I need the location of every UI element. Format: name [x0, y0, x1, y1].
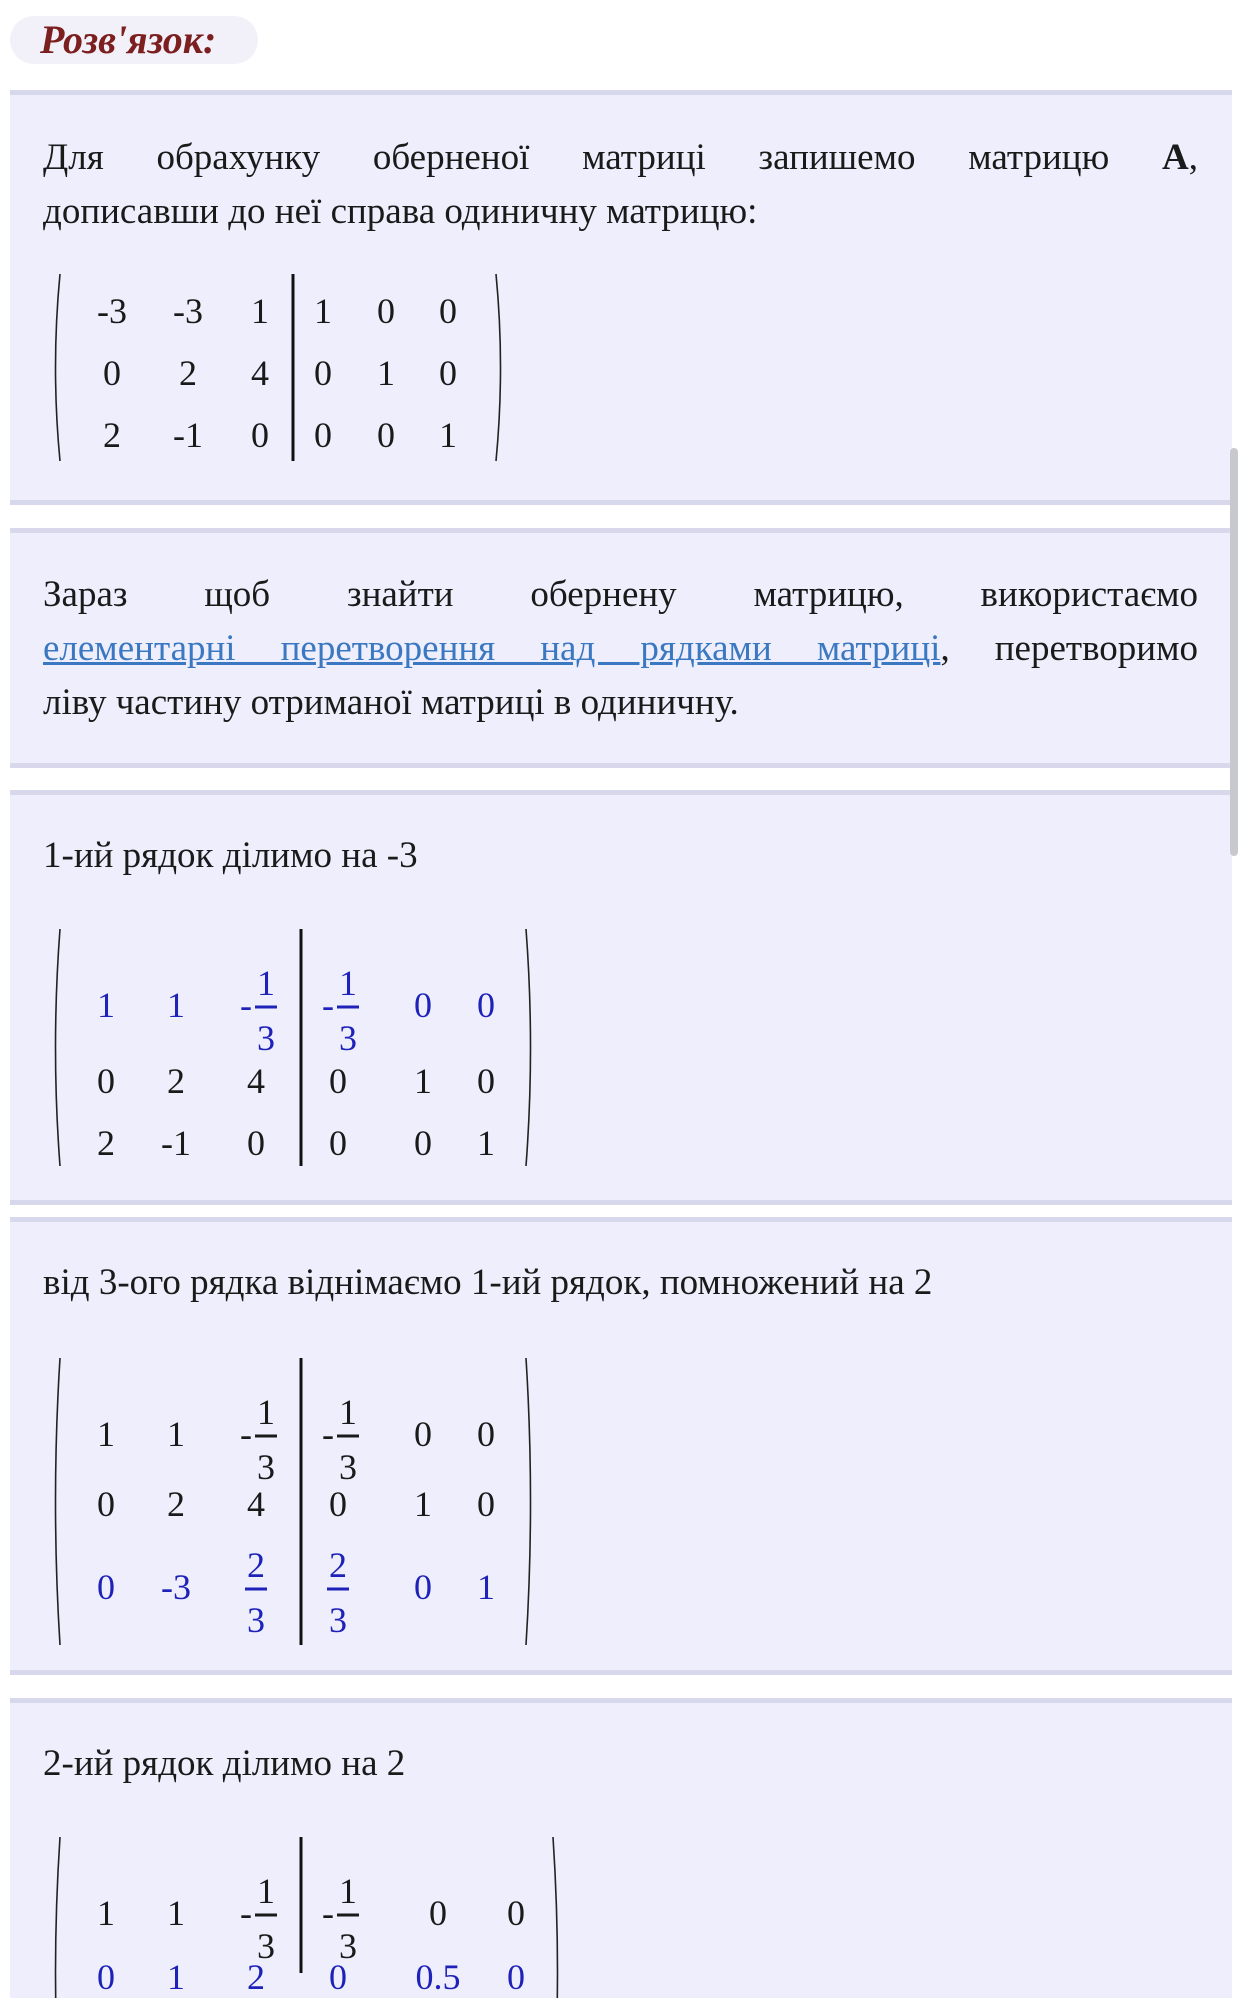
cell-text: 2 — [103, 415, 121, 455]
matrix-cell-r1-c6 — [507, 1893, 525, 1933]
cell-text: 0 — [414, 1123, 432, 1163]
step-panel-subtract-row3 — [10, 1217, 1232, 1675]
numerator: 1 — [257, 963, 275, 1003]
step-divide-row1-text: 1-ий рядок ділимо на -3 — [43, 835, 418, 876]
cell-text: 1 — [477, 1567, 495, 1607]
cell-text: 0 — [329, 1061, 347, 1101]
matrix-cell-r1-c3 — [240, 1871, 277, 1966]
cell-text: 0 — [429, 1893, 447, 1933]
matrix-cell-r3-c2 — [161, 1123, 191, 1163]
minus-sign: - — [240, 1414, 252, 1454]
denominator: 3 — [329, 1600, 347, 1640]
cell-text: 0 — [507, 1957, 525, 1997]
top-band — [0, 0, 1242, 14]
intro-comma: , — [1188, 137, 1198, 178]
cell-text: 1 — [251, 291, 269, 331]
matrix-svg-step2 — [48, 1354, 548, 1654]
cell-text: 0 — [439, 353, 457, 393]
matrix-cell-r1-c4 — [322, 1871, 359, 1966]
matrix-cell-r1-c1 — [97, 1893, 115, 1933]
cell-text: 1 — [97, 985, 115, 1025]
matrix-cell-r2-c4 — [329, 1484, 347, 1524]
minus-sign: - — [322, 1893, 334, 1933]
matrix-cell-r1-c1 — [97, 291, 127, 331]
cell-text: 1 — [167, 1957, 185, 1997]
cell-text: 0 — [477, 1414, 495, 1454]
cell-text: 4 — [251, 353, 269, 393]
cell-text: 2 — [247, 1957, 265, 1997]
cell-text: 0 — [439, 291, 457, 331]
cell-text: 2 — [97, 1123, 115, 1163]
matrix-a-name: A — [1162, 137, 1189, 178]
cell-text: 2 — [179, 353, 197, 393]
step-panel-divide-row2 — [10, 1698, 1232, 1998]
matrix-cell-r3-c5 — [377, 415, 395, 455]
augmented-matrix-step2 — [48, 1354, 548, 1654]
cell-text: 0 — [477, 985, 495, 1025]
cell-text: 0 — [329, 1957, 347, 1997]
matrix-cell-r3-c3 — [247, 1123, 265, 1163]
cell-text: -3 — [161, 1567, 191, 1607]
elementary-transformations-link[interactable]: елементарні перетворення над рядками матриці — [43, 628, 941, 669]
cell-text: 0.5 — [415, 1957, 461, 1997]
cell-text: 0 — [247, 1123, 265, 1163]
cell-text: -1 — [173, 415, 203, 455]
matrix-cell-r2-c3 — [251, 353, 269, 393]
numerator: 1 — [339, 1871, 357, 1911]
cell-text: 0 — [103, 353, 121, 393]
minus-sign: - — [322, 1414, 334, 1454]
matrix-cell-r3-c5 — [414, 1123, 432, 1163]
denominator: 3 — [339, 1926, 357, 1966]
matrix-cell-r2-c1 — [97, 1484, 115, 1524]
right-paren — [526, 929, 531, 1166]
cell-text: 1 — [477, 1123, 495, 1163]
minus-sign: - — [322, 985, 334, 1025]
cell-text: 0 — [329, 1484, 347, 1524]
left-paren — [56, 274, 61, 461]
cell-text: 1 — [414, 1061, 432, 1101]
matrix-cell-r3-c4 — [327, 1545, 349, 1640]
numerator: 2 — [329, 1545, 347, 1585]
matrix-cell-r2-c5 — [414, 1061, 432, 1101]
matrix-cell-r1-c5 — [414, 985, 432, 1025]
cell-text: 0 — [329, 1123, 347, 1163]
denominator: 3 — [257, 1018, 275, 1058]
scrollbar-thumb[interactable] — [1230, 448, 1238, 856]
matrix-cell-r2-c4 — [329, 1957, 347, 1997]
augmented-matrix-step3 — [48, 1833, 608, 1997]
matrix-cell-r1-c4 — [322, 963, 359, 1058]
matrix-cell-r3-c3 — [251, 415, 269, 455]
matrix-svg-step1 — [48, 925, 548, 1175]
left-paren — [56, 1837, 61, 1998]
numerator: 1 — [257, 1871, 275, 1911]
cell-text: 1 — [439, 415, 457, 455]
matrix-cell-r2-c5 — [377, 353, 395, 393]
step-intro-text — [43, 131, 1198, 239]
cell-text: 0 — [414, 1414, 432, 1454]
minus-sign: - — [240, 985, 252, 1025]
cell-text: 1 — [97, 1414, 115, 1454]
method-after-link: , перетворимо — [940, 628, 1199, 669]
matrix-cell-r1-c6 — [439, 291, 457, 331]
matrix-cell-r1-c5 — [377, 291, 395, 331]
matrix-cell-r3-c1 — [97, 1123, 115, 1163]
matrix-svg-initial — [48, 270, 508, 465]
matrix-cell-r1-c3 — [251, 291, 269, 331]
right-paren — [496, 274, 501, 461]
matrix-cell-r2-c1 — [97, 1061, 115, 1101]
cell-text: 0 — [377, 291, 395, 331]
denominator: 3 — [257, 1447, 275, 1487]
matrix-cell-r3-c4 — [329, 1123, 347, 1163]
matrix-cell-r2-c4 — [329, 1061, 347, 1101]
matrix-cell-r1-c4 — [314, 291, 332, 331]
cell-text: 0 — [251, 415, 269, 455]
step-panel-divide-row1 — [10, 790, 1232, 1205]
cell-text: 0 — [314, 353, 332, 393]
solution-label: Розв'язок: — [10, 16, 258, 64]
cell-text: 4 — [247, 1061, 265, 1101]
step-panel-method — [10, 528, 1232, 768]
matrix-cell-r1-c5 — [414, 1414, 432, 1454]
matrix-cell-r3-c3 — [245, 1545, 267, 1640]
matrix-cell-r2-c6 — [439, 353, 457, 393]
augmented-matrix-step1 — [48, 925, 548, 1175]
matrix-cell-r3-c1 — [103, 415, 121, 455]
cell-text: 1 — [377, 353, 395, 393]
cell-text: 2 — [167, 1061, 185, 1101]
cell-text: 0 — [97, 1484, 115, 1524]
matrix-cell-r3-c2 — [161, 1567, 191, 1607]
matrix-cell-r2-c6 — [477, 1061, 495, 1101]
cell-text: 2 — [167, 1484, 185, 1524]
method-line1: Зараз щоб знайти обернену матрицю, використаємо — [43, 574, 1198, 615]
matrix-cell-r1-c5 — [429, 1893, 447, 1933]
matrix-cell-r2-c5 — [414, 1484, 432, 1524]
step-divide-row2-text: 2-ий рядок ділимо на 2 — [43, 1743, 406, 1784]
matrix-cell-r3-c1 — [97, 1567, 115, 1607]
matrix-cell-r3-c2 — [173, 415, 203, 455]
matrix-cell-r1-c2 — [167, 1414, 185, 1454]
matrix-cell-r1-c3 — [240, 1392, 277, 1487]
matrix-cell-r1-c2 — [173, 291, 203, 331]
cell-text: 0 — [377, 415, 395, 455]
denominator: 3 — [339, 1447, 357, 1487]
matrix-cell-r1-c4 — [322, 1392, 359, 1487]
augmented-matrix-initial — [48, 270, 508, 465]
matrix-cell-r1-c2 — [167, 985, 185, 1025]
cell-text: -1 — [161, 1123, 191, 1163]
matrix-cell-r3-c6 — [477, 1123, 495, 1163]
step-method-text — [43, 568, 1198, 730]
method-line3: ліву частину отриманої матриці в одиничну. — [43, 682, 739, 723]
matrix-cell-r2-c3 — [247, 1061, 265, 1101]
right-paren — [526, 1358, 531, 1645]
numerator: 1 — [257, 1392, 275, 1432]
cell-text: -3 — [97, 291, 127, 331]
matrix-cell-r1-c3 — [240, 963, 277, 1058]
intro-line1: Для обрахунку оберненої матриці запишемо матрицю — [43, 137, 1163, 178]
step-panel-intro — [10, 90, 1232, 505]
minus-sign: - — [240, 1893, 252, 1933]
matrix-cell-r3-c5 — [414, 1567, 432, 1607]
cell-text: 0 — [97, 1567, 115, 1607]
matrix-cell-r1-c1 — [97, 985, 115, 1025]
cell-text: 1 — [167, 1893, 185, 1933]
matrix-cell-r2-c2 — [167, 1484, 185, 1524]
cell-text: -3 — [173, 291, 203, 331]
denominator: 3 — [247, 1600, 265, 1640]
cell-text: 0 — [97, 1061, 115, 1101]
numerator: 1 — [339, 963, 357, 1003]
cell-text: 0 — [507, 1893, 525, 1933]
cell-text: 1 — [97, 1893, 115, 1933]
cell-text: 4 — [247, 1484, 265, 1524]
left-paren — [56, 929, 61, 1166]
matrix-cell-r1-c2 — [167, 1893, 185, 1933]
matrix-cell-r2-c6 — [507, 1957, 525, 1997]
matrix-cell-r2-c3 — [247, 1957, 265, 1997]
matrix-cell-r2-c1 — [103, 353, 121, 393]
cell-text: 1 — [167, 1414, 185, 1454]
cell-text: 0 — [314, 415, 332, 455]
matrix-cell-r1-c1 — [97, 1414, 115, 1454]
denominator: 3 — [257, 1926, 275, 1966]
cell-text: 1 — [167, 985, 185, 1025]
matrix-cell-r2-c2 — [167, 1957, 185, 1997]
cell-text: 1 — [414, 1484, 432, 1524]
cell-text: 0 — [97, 1957, 115, 1997]
matrix-cell-r2-c6 — [477, 1484, 495, 1524]
matrix-cell-r2-c1 — [97, 1957, 115, 1997]
numerator: 2 — [247, 1545, 265, 1585]
denominator: 3 — [339, 1018, 357, 1058]
matrix-cell-r2-c2 — [167, 1061, 185, 1101]
matrix-cell-r1-c6 — [477, 985, 495, 1025]
numerator: 1 — [339, 1392, 357, 1432]
matrix-cell-r3-c6 — [439, 415, 457, 455]
right-paren — [553, 1837, 558, 1998]
left-paren — [56, 1358, 61, 1645]
cell-text: 0 — [414, 1567, 432, 1607]
matrix-cell-r2-c5 — [416, 1957, 461, 1997]
matrix-cell-r2-c4 — [314, 353, 332, 393]
cell-text: 0 — [477, 1061, 495, 1101]
matrix-cell-r1-c6 — [477, 1414, 495, 1454]
cell-text: 0 — [477, 1484, 495, 1524]
cell-text: 0 — [414, 985, 432, 1025]
matrix-cell-r2-c2 — [179, 353, 197, 393]
cell-text: 1 — [314, 291, 332, 331]
matrix-cell-r3-c4 — [314, 415, 332, 455]
matrix-cell-r3-c6 — [477, 1567, 495, 1607]
matrix-svg-step3 — [48, 1833, 608, 1997]
matrix-cell-r2-c3 — [247, 1484, 265, 1524]
intro-line2: дописавши до неї справа одиничну матрицю: — [43, 191, 758, 232]
step-subtract-row3-text: від 3-ого рядка віднімаємо 1-ий рядок, помножений на 2 — [43, 1262, 933, 1303]
